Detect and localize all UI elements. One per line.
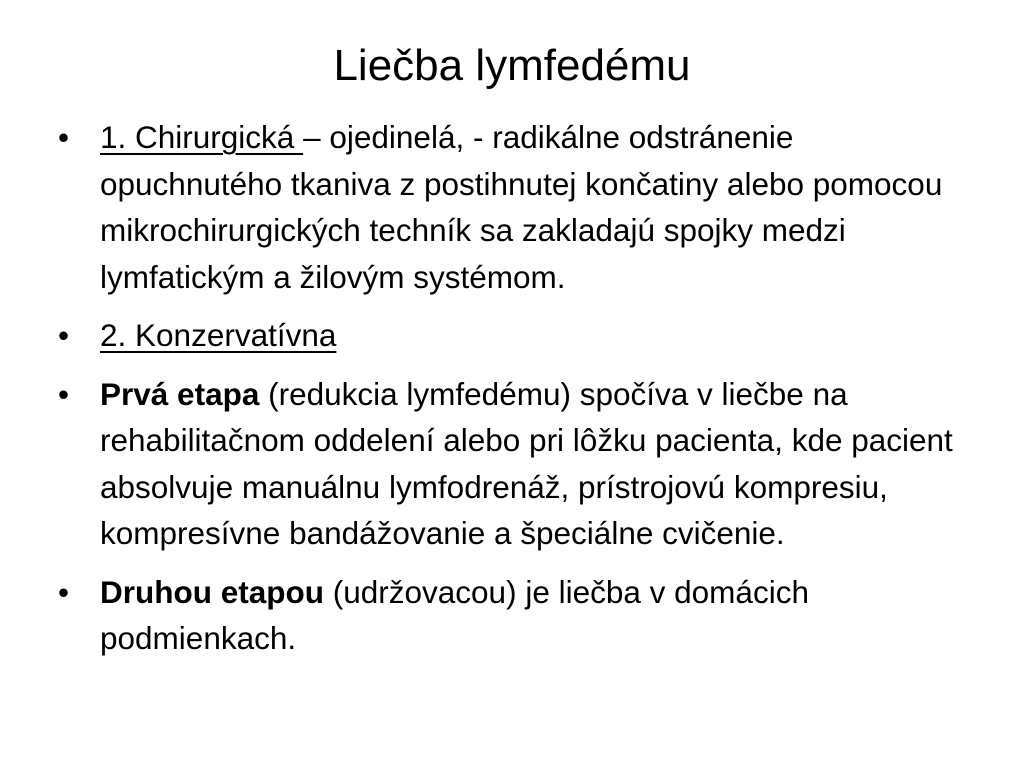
bullet-text: (udržovacou) je liečba v domácich podmienkach. [100,573,809,656]
bullet-item-druha-etapa [52,569,972,662]
bullet-dot-icon: • [58,375,70,412]
bullet-text: (redukcia lymfedému) spočíva v liečbe na rehabilitačnom oddelení alebo pri lôžku pacienta, kde pacient absolvuje manuálnu lymfodrenáž, prístrojovú kompresiu, kompresívne bandážovanie a špeciálne cvičenie. [100,375,953,551]
bullet-text: – ojedinelá, - radikálne odstránenie opuchnutého tkaniva z postihnutej končatiny alebo pomocou mikrochirurgických techník sa zakladajú spojky medzi lymfatickým a žilovým systémom. [100,119,943,295]
slide-title: Liečba lymfedému [333,41,691,90]
bullet-lead: Druhou etapou [100,573,324,610]
bullet-item-chirurgicka [52,114,972,300]
bullet-item-prva-etapa [52,371,972,557]
bullet-dot-icon: • [58,317,70,353]
bullet-lead: 1. Chirurgická [100,119,304,155]
bullet-lead: Prvá etapa [100,375,260,412]
bullet-dot-icon: • [58,119,70,155]
bullet-list [52,114,972,674]
bullet-item-konzervativna [52,312,972,359]
bullet-dot-icon: • [58,573,70,610]
bullet-lead: 2. Konzervatívna [100,317,337,353]
